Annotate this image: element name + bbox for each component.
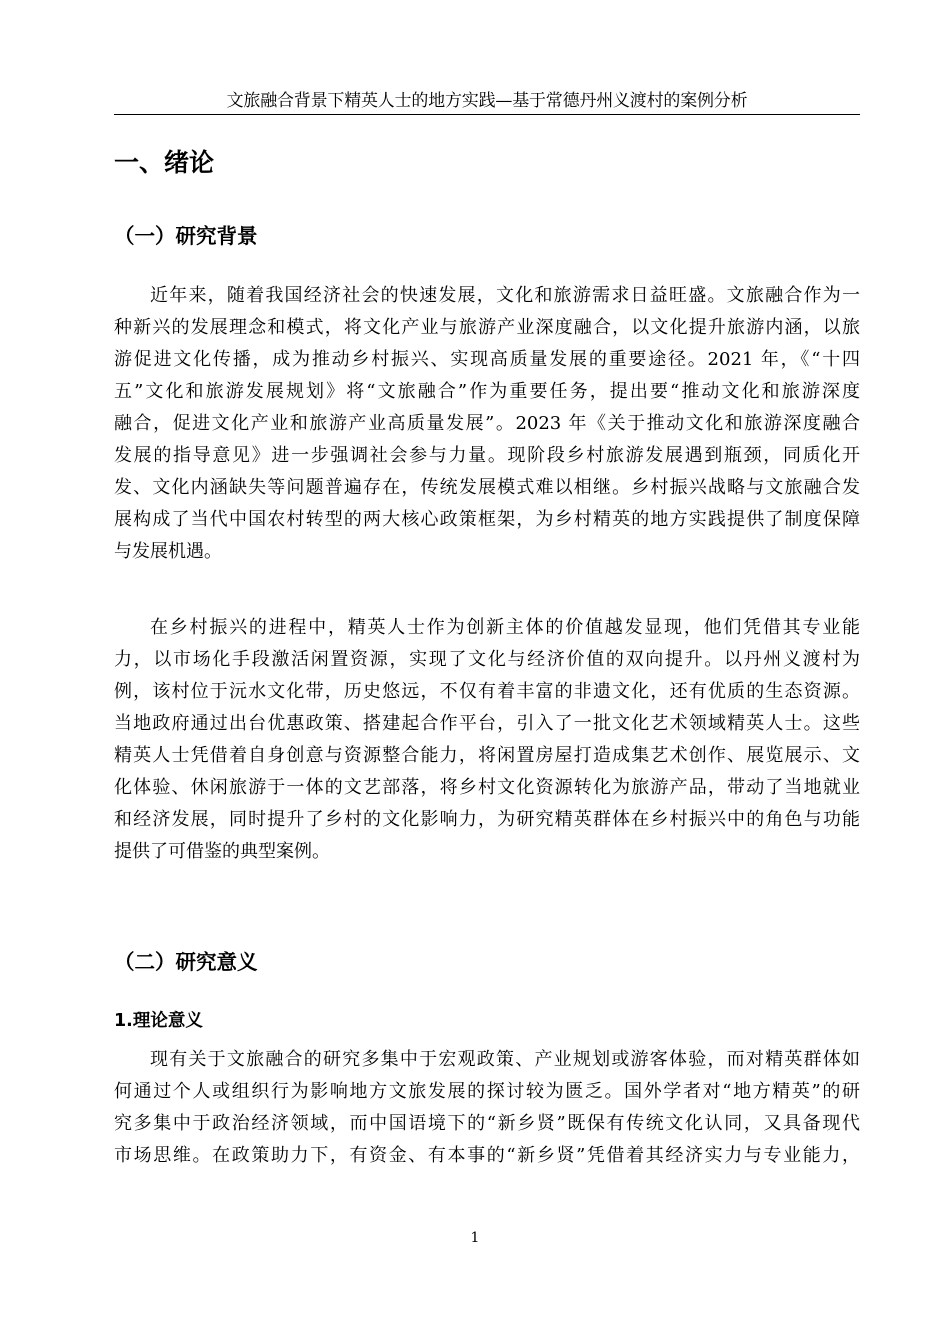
text-line: 精英人士凭借着自身创意与资源整合能力，将闲置房屋打造成集艺术创作、展览展示、文 — [114, 745, 860, 766]
text-line: 力，以市场化手段激活闲置资源，实现了文化与经济价值的双向提升。以丹州义渡村为 — [114, 649, 860, 670]
text-line: 提供了可借鉴的典型案例。 — [114, 841, 330, 862]
text-line: 何通过个人或组织行为影响地方文旅发展的探讨较为匮乏。国外学者对“地方精英”的研 — [114, 1081, 860, 1102]
text-line: 五”文化和旅游发展规划》将“文旅融合”作为重要任务，提出要“推动文化和旅游深度 — [114, 381, 860, 402]
text-line: 发展的指导意见》进一步强调社会参与力量。现阶段乡村旅游发展遇到瓶颈，同质化开 — [114, 445, 860, 466]
text-line: 种新兴的发展理念和模式，将文化产业与旅游产业深度融合，以文化提升旅游内涵，以旅 — [114, 317, 860, 338]
text-line: 展构成了当代中国农村转型的两大核心政策框架，为乡村精英的地方实践提供了制度保障 — [114, 509, 860, 530]
text-line: 市场思维。在政策助力下，有资金、有本事的“新乡贤”凭借着其经济实力与专业能力， — [114, 1145, 860, 1166]
paragraph-background-2 — [114, 612, 860, 868]
text-line: 融合，促进文化产业和旅游产业高质量发展”。2023 年《关于推动文化和旅游深度融合 — [114, 413, 860, 434]
text-line: 化体验、休闲旅游于一体的文艺部落，将乡村文化资源转化为旅游产品，带动了当地就业 — [114, 777, 860, 798]
text-line: 在乡村振兴的进程中，精英人士作为创新主体的价值越发显现，他们凭借其专业能 — [150, 617, 860, 638]
text-line: 近年来，随着我国经济社会的快速发展，文化和旅游需求日益旺盛。文旅融合作为一 — [150, 285, 860, 306]
text-line: 和经济发展，同时提升了乡村的文化影响力，为研究精英群体在乡村振兴中的角色与功能 — [114, 809, 860, 830]
paragraph-background-1 — [114, 280, 860, 568]
chapter-title: 一、绪论 — [114, 148, 215, 177]
text-line: 例，该村位于沅水文化带，历史悠远，不仅有着丰富的非遗文化，还有优质的生态资源。 — [114, 681, 860, 702]
paragraph-significance-1 — [114, 1044, 860, 1172]
text-line: 与发展机遇。 — [114, 541, 222, 562]
page-number: 1 — [470, 1230, 480, 1246]
text-line: 游促进文化传播，成为推动乡村振兴、实现高质量发展的重要途径。2021 年，《“十四 — [114, 349, 860, 370]
section-title-significance: （二）研究意义 — [114, 950, 258, 974]
text-line: 现有关于文旅融合的研究多集中于宏观政策、产业规划或游客体验，而对精英群体如 — [150, 1049, 860, 1070]
header-rule — [114, 114, 860, 115]
running-header: 文旅融合背景下精英人士的地方实践—基于常德丹州义渡村的案例分析 — [226, 91, 748, 111]
text-line: 当地政府通过出台优惠政策、搭建起合作平台，引入了一批文化艺术领域精英人士。这些 — [114, 713, 860, 734]
section-title-background: （一）研究背景 — [114, 224, 258, 248]
text-line: 发、文化内涵缺失等问题普遍存在，传统发展模式难以相继。乡村振兴战略与文旅融合发 — [114, 477, 860, 498]
text-line: 究多集中于政治经济领域，而中国语境下的“新乡贤”既保有传统文化认同，又具备现代 — [114, 1113, 860, 1134]
subsection-title-theory: 1.理论意义 — [114, 1011, 203, 1031]
